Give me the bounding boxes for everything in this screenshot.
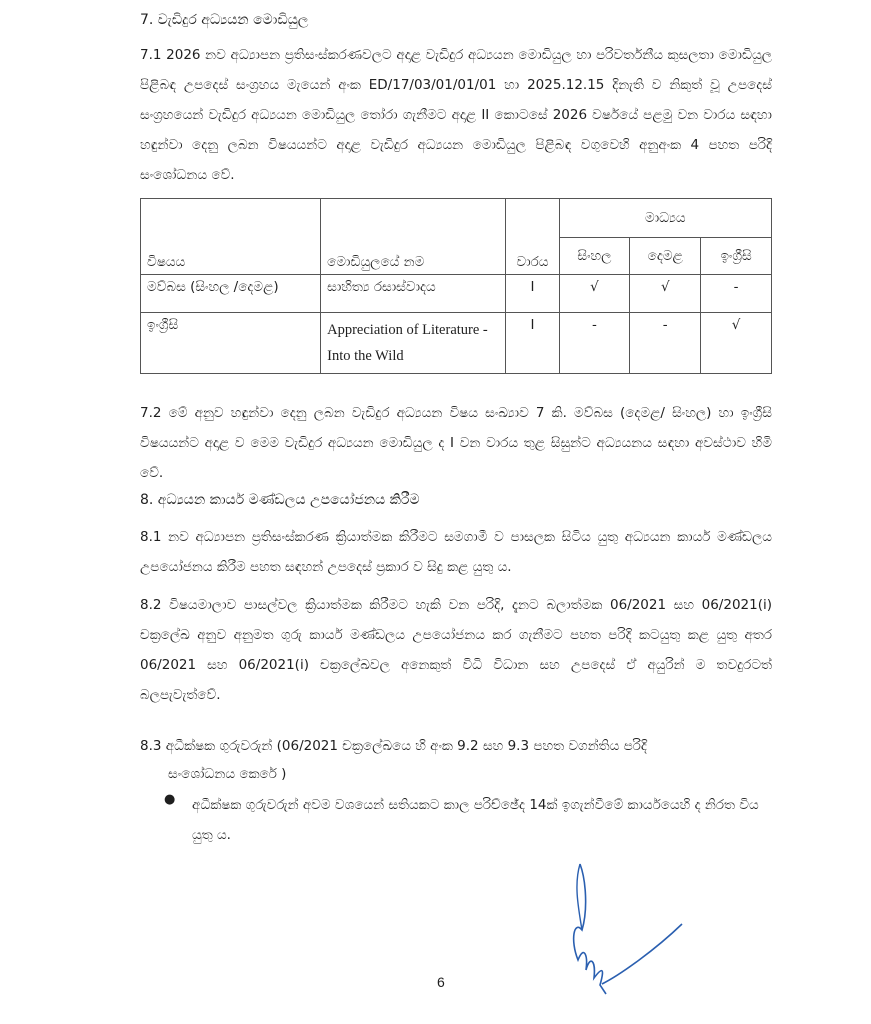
header-sinhala: සිංහල [559,238,630,275]
section-8-heading: 8. අධ්‍යයන කාර්ය මණ්ඩලය උපයෝජනය කිරීම [140,492,420,508]
cell-tamil: - [630,313,701,374]
bullet-item [164,790,772,850]
cell-module-name: සාහිත්‍ය රසාස්වාදය [321,275,506,313]
paragraph-8-3 [140,732,772,788]
header-tamil: දෙමළ [630,238,701,275]
cell-english: - [701,275,772,313]
header-module-name: මොඩියුලයේ නම [321,199,506,275]
paragraph-8-3-line1: 8.3 අධීක්ෂක ගුරුවරුන් (06/2021 චක්‍රලේඛයෙ හි අංක 9.2 සහ 9.3 පහත වගන්තිය පරිදි [140,738,647,754]
paragraph-7-2: 7.2 මේ අනුව හඳුන්වා දෙනු ලබන වැඩිදුර අධ්‍යයන විෂය සංඛ්‍යාව 7 කි. මව්බස (දෙමළ/ සිංහල) හා ඉංග්‍රීසි විෂයයන්ට අදාළ ව මෙම වැඩිදුර අධ්‍යයන මොඩියුල ද I වන වාරය තුළ සිසුන්ට අධ්‍යයනය සඳහා අවස්ථාව හිමි වේ. [140,405,772,481]
bullet-text: අධීක්ෂක ගුරුවරුන් අවම වශයෙන් සතියකට කාල පරිච්ඡේද 14ක් ඉගැන්වීමේ කාර්යයෙහි ද නිරත විය යුතු ය. [192,797,759,843]
section-7-heading: 7. වැඩිදුර අධ්‍යයන මොඩියුල [140,12,309,28]
paragraph-7-1: 7.1 2026 නව අධ්‍යාපන ප්‍රතිසංස්කරණවලට අදාළ වැඩිදුර අධ්‍යයන මොඩියුල හා පරිවර්තනීය කුසලතා මොඩියුල පිළිබඳ උපදෙස් සංග්‍රහය මැයෙන් අංක ED/17/03/01/01/01 හා 2025.12.15 දිනැති ව නිකුත් වූ උපදෙස් සංග්‍රහයෙන් වැඩිදුර අධ්‍යයන මොඩියුල තෝරා ගැනීමට අදාළ II කොටසේ 2026 වර්ෂයේ පළමු වන වාරය සඳහා හඳුන්වා දෙනු ලබන විෂයයන්ට අදාළ වැඩිදුර අධ්‍යයන මොඩියුල පිළිබඳ වගුවෙහි අනුඅංක 4 පහත පරිදි සංශෝධනය වේ. [140,47,772,183]
cell-subject: ඉංග්‍රීසි [141,313,321,374]
table-row [141,313,772,374]
cell-sinhala: - [559,313,630,374]
header-medium: මාධ්‍යය [559,199,771,238]
cell-sinhala: √ [559,275,630,313]
paragraph-8-1: 8.1 නව අධ්‍යාපන ප්‍රතිසංස්කරණ ක්‍රියාත්මක කිරීමට සමගාමී ව පාසලක සිටිය යුතු අධ්‍යයන කාර්ය මණ්ඩලය උපයෝජනය කිරීම පහත සඳහන් උපදෙස් ප්‍රකාර ව සිදු කළ යුතු ය. [140,529,772,575]
modules-table [140,198,772,374]
cell-tamil: √ [630,275,701,313]
header-subject: විෂයය [141,199,321,275]
cell-module-name: Appreciation of Literature - Into the Wild [321,313,506,374]
signature-icon [560,860,700,1000]
table-row [141,275,772,313]
cell-term: I [506,313,559,374]
header-english: ඉංග්‍රීසි [701,238,772,275]
cell-subject: මව්බස (සිංහල /දෙමළ) [141,275,321,313]
paragraph-8-2: 8.2 විෂයමාලාව පාසල්වල ක්‍රියාත්මක කිරීමට හැකි වන පරිදි, දැනට බලාත්මක 06/2021 සහ 06/2021(i) චක්‍රලේඛ අනුව අනුමත ගුරු කාර්ය මණ්ඩලය උපයෝජනය කර ගැනීමට පහත පරිදි කටයුතු කළ යුතු අතර 06/2021 සහ 06/2021(i) චක්‍රලේඛවල අනෙකුත් විධි විධාන සහ උපදෙස් ඒ අයුරින් ම තවදුරටත් බලපැවැත්වේ. [140,597,772,703]
page-number: 6 [437,974,445,990]
header-term: වාරය [506,199,559,275]
cell-english: √ [701,313,772,374]
bullet-icon: ● [164,792,176,807]
paragraph-8-3-line2: සංශෝධනය කෙරේ ) [168,766,287,782]
cell-term: I [506,275,559,313]
